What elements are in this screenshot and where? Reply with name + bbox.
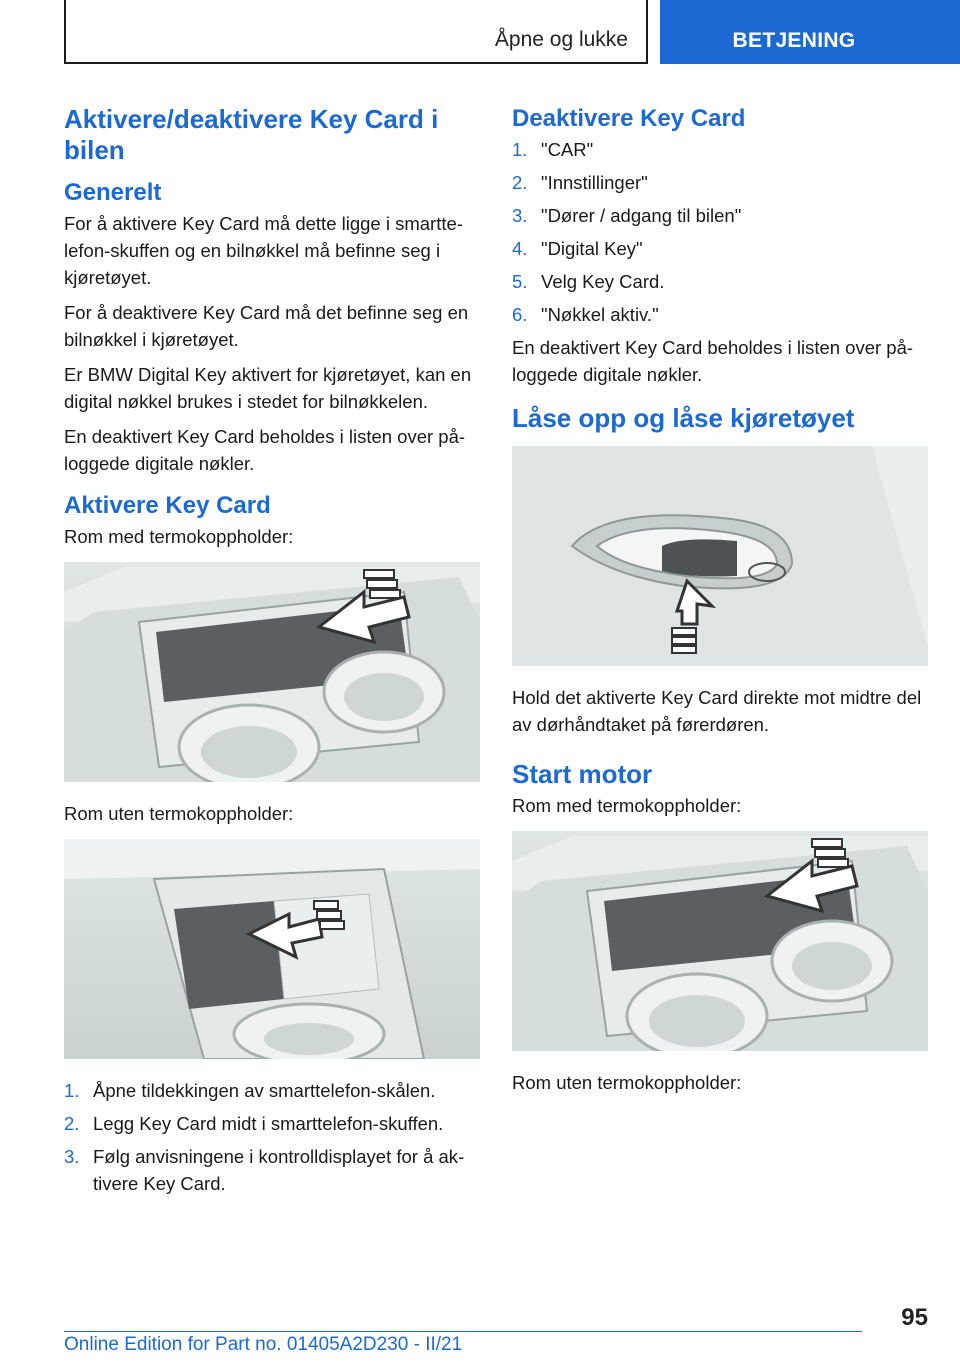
general-paragraph-3: Er BMW Digital Key aktivert for kjøretøyet, kan en digital nøkkel brukes i stedet for bilnøkkelen. — [64, 364, 472, 412]
start-caption-with-cupholder: Rom med termokoppholder: — [512, 795, 742, 816]
general-paragraph-2: For å deaktivere Key Card må det befinne seg en bilnøkkel i kjøretøyet. — [64, 302, 469, 350]
header-section-title: Åpne og lukke — [494, 28, 628, 51]
heading-general: Generelt — [64, 179, 162, 206]
console-without-cupholder-image — [64, 839, 482, 1059]
header-section-box — [64, 0, 648, 64]
deactivate-note: En deaktivert Key Card beholdes i listen over påloggede digitale nøkler. — [512, 337, 914, 385]
door-handle-image — [512, 446, 928, 666]
general-paragraph-1: For å aktivere Key Card må dette ligge i smarttelefon-skuffen og en bilnøkkel må befinne seg i kjøretøyet. — [64, 213, 463, 288]
list-item: 2. Legg Key Card midt i smarttelefon-skuffen. — [64, 1113, 444, 1134]
right-column — [512, 104, 928, 1108]
list-item: 1. Åpne tildekkingen av smarttelefon-skålen. — [64, 1080, 436, 1101]
lock-text: Hold det aktiverte Key Card direkte mot midtre del av dørhåndtaket på førerdøren. — [512, 687, 922, 735]
start-console-with-cupholder-image — [512, 831, 928, 1051]
caption-without-cupholder: Rom uten termokoppholder: — [64, 803, 294, 824]
list-item: 5. Velg Key Card. — [512, 271, 665, 292]
start-caption-without-cupholder: Rom uten termokoppholder: — [512, 1072, 742, 1093]
header-chapter-label: BETJENING — [732, 29, 856, 52]
heading-start: Start motor — [512, 759, 653, 789]
list-item: 1. "CAR" — [512, 139, 594, 160]
heading-deactivate: Deaktivere Key Card — [512, 105, 746, 132]
heading-lock: Låse opp og låse kjøretøyet — [512, 403, 855, 433]
general-paragraph-4: En deaktivert Key Card beholdes i listen over påloggede digitale nøkler. — [64, 426, 466, 474]
footer-edition: Online Edition for Part no. 01405A2D230 - II/21 — [64, 1334, 463, 1355]
header-chapter-tab[interactable] — [660, 0, 960, 64]
left-column — [64, 104, 482, 1203]
activate-steps — [64, 1077, 482, 1197]
list-item: 3. Følg anvisningene i kontrolldisplayet for å aktivere Key Card. — [64, 1146, 465, 1194]
deactivate-steps — [512, 136, 928, 328]
page-number: 95 — [901, 1304, 928, 1331]
list-item: 3. "Dører / adgang til bilen" — [512, 205, 742, 226]
list-item: 6. "Nøkkel aktiv." — [512, 304, 659, 325]
console-with-cupholder-image — [64, 562, 482, 782]
caption-with-cupholder: Rom med termokoppholder: — [64, 526, 294, 547]
list-item: 2. "Innstillinger" — [512, 172, 648, 193]
page-title: Aktivere/deaktivere Key Card i bilen — [64, 104, 439, 165]
footer-divider — [64, 1331, 862, 1332]
heading-activate: Aktivere Key Card — [64, 492, 271, 519]
list-item: 4. "Digital Key" — [512, 238, 643, 259]
